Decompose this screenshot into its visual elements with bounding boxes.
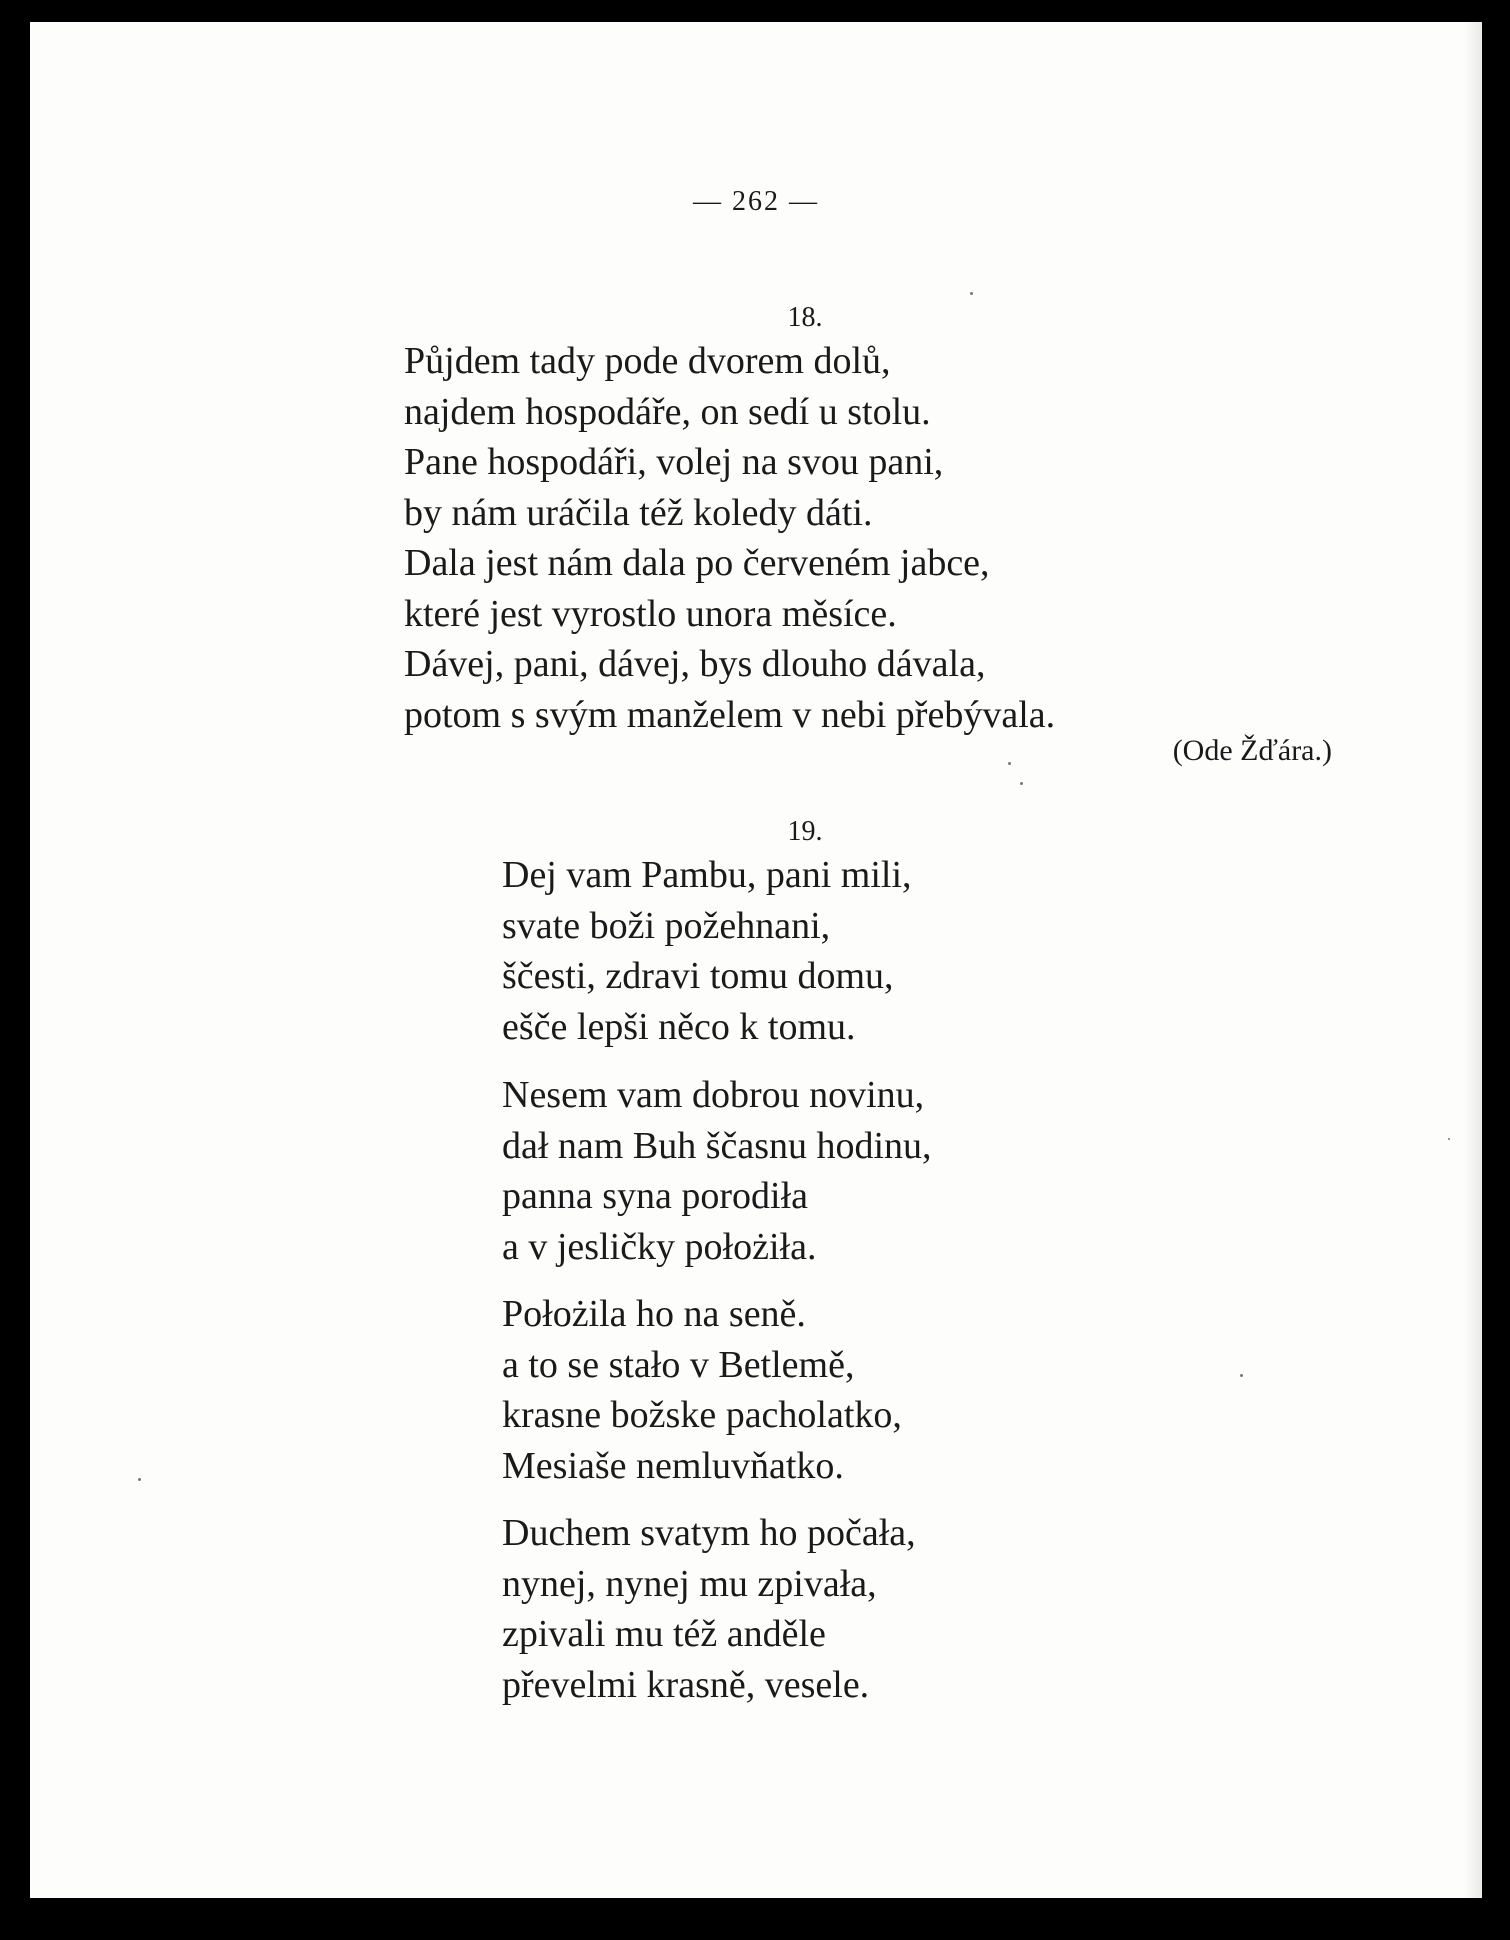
song-19-stanza-4 [502,1508,916,1710]
song-18-stanza-1 [404,336,1055,740]
scan-speck [138,1478,141,1481]
verse-line: Położila ho na seně. [502,1293,806,1335]
song-18-source: (Ode Žďára.) [1172,734,1332,767]
scan-speck [1240,1374,1243,1377]
verse-line: Dávej, pani, dávej, bys dlouho dávala, [404,643,986,685]
verse-line: by nám uráčila též koledy dáti. [404,491,873,534]
verse-line: Dala jest nám dala po červeném jabce, [404,542,990,584]
verse-line: panna syna porodiła [502,1175,809,1217]
scan-speck [970,292,973,295]
scan-speck [1448,1138,1450,1140]
verse-line: najdem hospodáře, on sedí u stolu. [404,390,931,433]
verse-line: Duchem svatym ho počała, [502,1512,916,1554]
verse-line: které jest vyrostlo unora měsíce. [404,592,897,635]
verse-line: převelmi krasně, vesele. [502,1663,870,1706]
verse-line: a to se stało v Betlemě, [502,1343,855,1386]
song-number-18: 18. [787,302,823,333]
scan-speck [1008,762,1011,765]
verse-line: Pane hospodáři, volej na svou pani, [404,441,944,483]
song-19-stanza-3 [502,1289,902,1491]
verse-line: ešče lepši něco k tomu. [502,1005,856,1048]
verse-line: svate boži požehnani, [502,904,831,947]
song-19-stanza-1 [502,850,912,1052]
verse-line: potom s svým manželem v nebi přebývala. [404,693,1056,736]
verse-line: Mesiaše nemluvňatko. [502,1444,844,1487]
scan-speck [1020,782,1023,785]
song-number-19: 19. [787,816,823,847]
verse-line: a v jesličky położiła. [502,1225,817,1268]
verse-line: Dej vam Pambu, pani mili, [502,854,912,896]
verse-line: ščesti, zdravi tomu domu, [502,955,894,997]
verse-line: zpivali mu též anděle [502,1613,826,1655]
verse-line: krasne božske pacholatko, [502,1394,902,1436]
verse-line: Půjdem tady pode dvorem dolů, [404,340,891,382]
song-19-stanza-2 [502,1070,932,1272]
verse-line: nynej, nynej mu zpivała, [502,1562,877,1605]
verse-line: dał nam Buh ščasnu hodinu, [502,1124,932,1167]
page-number: — 262 — [693,186,819,217]
verse-line: Nesem vam dobrou novinu, [502,1074,925,1116]
book-page [30,22,1482,1898]
